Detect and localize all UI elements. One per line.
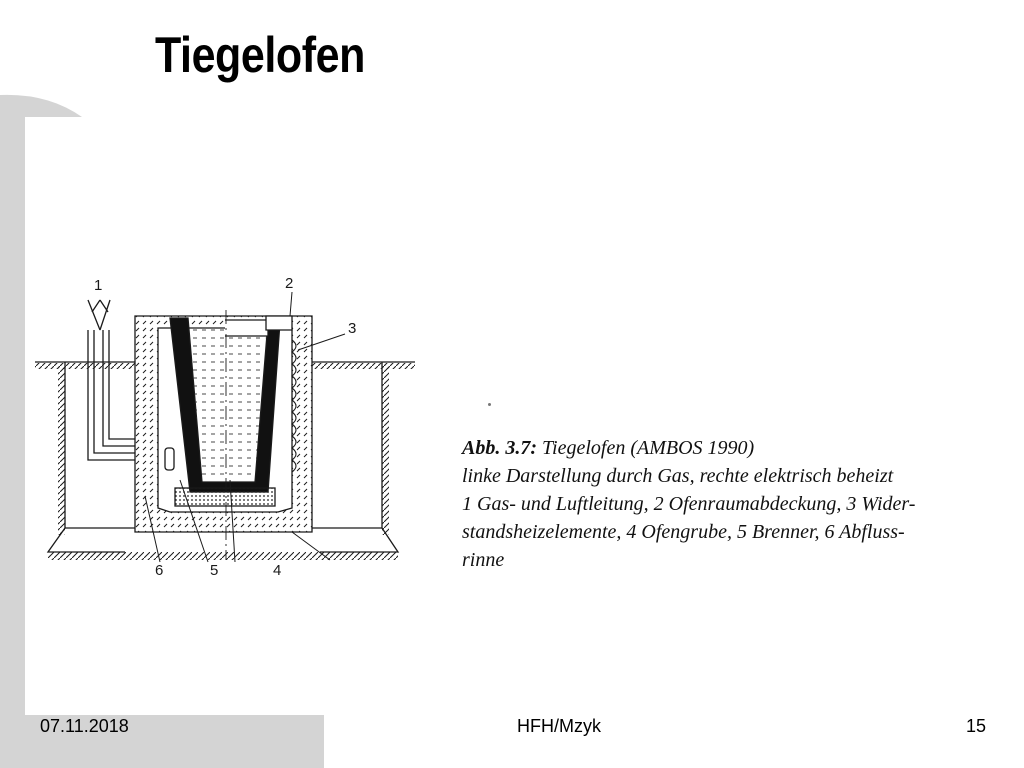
caption-line-1 [462, 434, 1022, 462]
caption-label: Abb. 3.7: [462, 437, 537, 459]
gas-air-pipes [88, 300, 135, 460]
footer-author: HFH/Mzyk [517, 716, 601, 736]
furnace-diagram [30, 270, 425, 585]
label-5: 5 [210, 562, 219, 579]
label-3: 3 [348, 320, 357, 337]
figure-caption [462, 434, 1022, 574]
caption-line-2: linke Darstellung durch Gas, rechte elektrisch beheizt [462, 465, 894, 487]
caption-title: Tiegelofen (AMBOS 1990) [537, 437, 755, 459]
footer-page-number: 15 [966, 716, 987, 736]
label-1: 1 [94, 277, 103, 294]
label-2: 2 [285, 275, 294, 292]
label-6: 6 [155, 562, 164, 579]
footer-date: 07.11.2018 [40, 716, 129, 736]
caption-line-5: rinne [462, 549, 505, 571]
label-4: 4 [273, 562, 282, 579]
slide-title: Tiegelofen [155, 27, 365, 83]
caption-line-3: 1 Gas- und Luftleitung, 2 Ofenraumabdeckung, 3 Wider- [462, 493, 916, 515]
caption-line-4: standsheizelemente, 4 Ofengrube, 5 Brenner, 6 Abfluss- [462, 521, 905, 543]
stray-dot [488, 403, 491, 406]
furnace-body [135, 310, 312, 560]
